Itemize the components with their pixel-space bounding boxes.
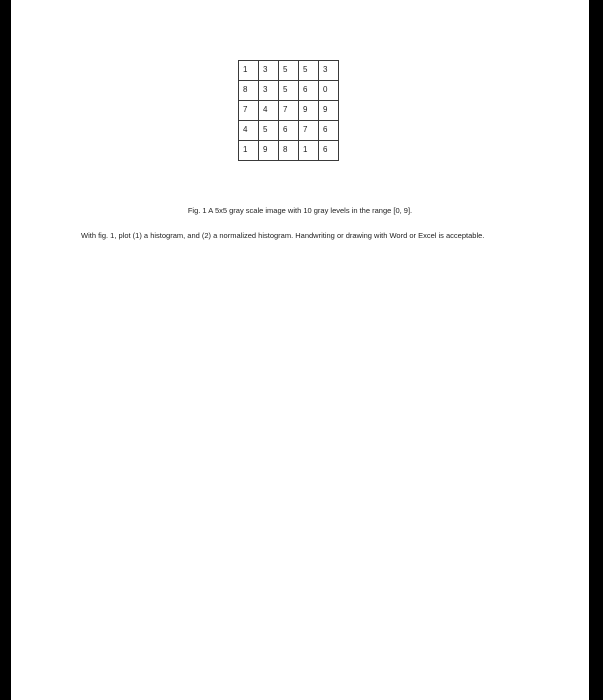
- grid-row: [239, 81, 339, 101]
- grid-cell-value: 5: [303, 65, 308, 74]
- grid-cell: [239, 141, 259, 161]
- grid-cell: [299, 61, 319, 81]
- grid-cell-value: 7: [283, 105, 288, 114]
- grid-cell: [239, 61, 259, 81]
- grid-cell: [319, 81, 339, 101]
- grid-cell-value: 3: [323, 65, 328, 74]
- grid-cell-value: 9: [303, 105, 308, 114]
- grid-cell: [279, 61, 299, 81]
- grid-cell-value: 8: [243, 85, 248, 94]
- grid-cell-value: 1: [243, 145, 248, 154]
- grid-cell-value: 9: [323, 105, 328, 114]
- grid-cell-value: 5: [283, 85, 288, 94]
- grid-cell-value: 6: [323, 145, 328, 154]
- grid-cell: [299, 121, 319, 141]
- grid-cell: [239, 81, 259, 101]
- grid-cell: [259, 81, 279, 101]
- grid-cell: [319, 141, 339, 161]
- grid-cell: [319, 101, 339, 121]
- grid-cell: [259, 141, 279, 161]
- grid-row: [239, 101, 339, 121]
- grid-cell: [279, 101, 299, 121]
- grid-cell-value: 5: [263, 125, 268, 134]
- grid-cell-value: 7: [243, 105, 248, 114]
- grid-cell: [239, 121, 259, 141]
- grid-cell-value: 8: [283, 145, 288, 154]
- grid-cell-value: 0: [323, 85, 328, 94]
- grid-cell-value: 4: [263, 105, 268, 114]
- grid-cell-value: 3: [263, 85, 268, 94]
- document-page: [11, 0, 589, 700]
- gray-level-grid: [238, 60, 339, 161]
- grid-cell: [319, 61, 339, 81]
- grid-cell-value: 6: [303, 85, 308, 94]
- grid-row: [239, 121, 339, 141]
- grid-cell: [239, 101, 259, 121]
- grid-cell-value: 9: [263, 145, 268, 154]
- grid-cell-value: 1: [303, 145, 308, 154]
- grid-cell: [299, 141, 319, 161]
- grid-cell-value: 6: [283, 125, 288, 134]
- grid-cell: [259, 101, 279, 121]
- grid-cell-value: 5: [283, 65, 288, 74]
- grid-cell: [279, 141, 299, 161]
- grid-cell: [259, 121, 279, 141]
- instruction-text: With fig. 1, plot (1) a histogram, and (2) a normalized histogram. Handwriting or drawing with Word or Excel is acceptable.: [81, 231, 485, 240]
- grid-cell-value: 3: [263, 65, 268, 74]
- grid-row: [239, 141, 339, 161]
- grid-cell: [299, 81, 319, 101]
- grid-cell: [279, 121, 299, 141]
- grid-cell-value: 6: [323, 125, 328, 134]
- grid-cell-value: 1: [243, 65, 248, 74]
- grid-cell: [319, 121, 339, 141]
- grid-cell: [299, 101, 319, 121]
- grid-cell: [279, 81, 299, 101]
- grid-cell-value: 7: [303, 125, 308, 134]
- figure-caption: Fig. 1 A 5x5 gray scale image with 10 gray levels in the range [0, 9].: [187, 206, 413, 215]
- grid-cell-value: 4: [243, 125, 248, 134]
- grid-cell: [259, 61, 279, 81]
- grid-row: [239, 61, 339, 81]
